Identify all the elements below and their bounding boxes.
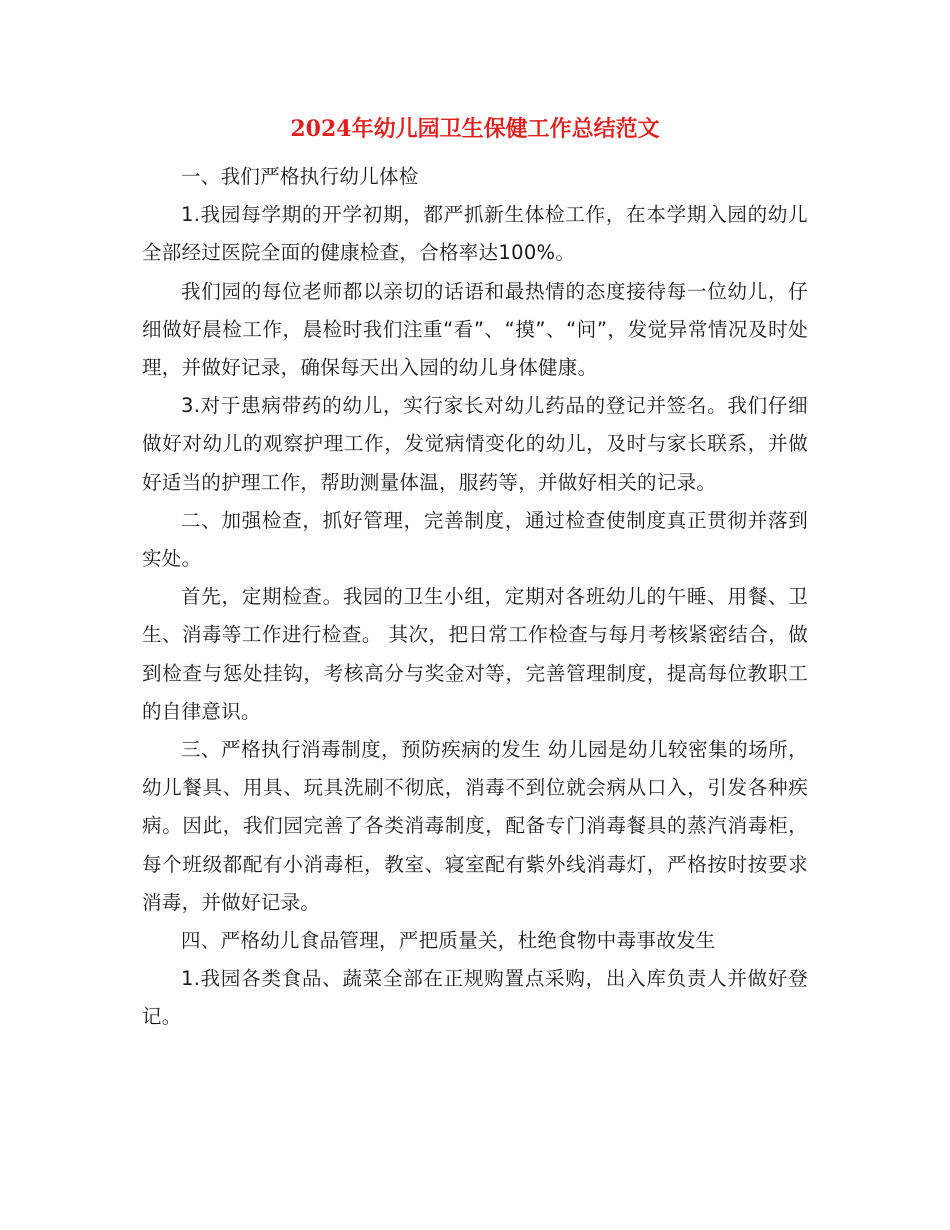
paragraph: 1.我园各类食品、蔬菜全部在正规购置点采购，出入库负责人并做好登记。 [142, 967, 808, 1029]
section-heading-4: 四、严格幼儿食品管理，严把质量关，杜绝食物中毒事故发生 [181, 929, 716, 953]
paragraph: 我们园的每位老师都以亲切的话语和最热情的态度接待每一位幼儿，仔细做好晨检工作，晨检时我们注重“看”、“摸”、“问”，发觉异常情况及时处理，并做好记录，确保每天出入园的幼儿身体健康。 [142, 279, 808, 380]
section-heading-2: 二、加强检查，抓好管理，完善制度，通过检查使制度真正贯彻并落到实处。 [142, 508, 808, 571]
section-heading-1: 一、我们严格执行幼儿体检 [181, 165, 419, 188]
paragraph: 首先，定期检查。我园的卫生小组，定期对各班幼儿的午睡、用餐、卫生、消毒等工作进行检查。 其次，把日常工作检查与每月考核紧密结合，做到检查与惩处挂钩，考核高分与奖金对等，完善管理制度，提高每位教职工的自律意识。 [142, 585, 808, 723]
document-title: 2024年幼儿园卫生保健工作总结范文 [290, 116, 660, 142]
document-body [142, 158, 808, 1037]
paragraph: 1.我园每学期的开学初期，都严抓新生体检工作，在本学期入园的幼儿全部经过医院全面的健康检查，合格率达100%。 [142, 203, 808, 265]
section-heading-3: 三、严格执行消毒制度，预防疾病的发生 幼儿园是幼儿较密集的场所，幼儿餐具、用具、玩具洗刷不彻底，消毒不到位就会病从口入，引发各种疾病。因此，我们园完善了各类消毒制度，配备专门消毒餐具的蒸汽消毒柜，每个班级都配有小消毒柜，教室、寝室配有紫外线消毒灯，严格按时按要求消毒，并做好记录。 [142, 738, 808, 914]
paragraph: 3.对于患病带药的幼儿，实行家长对幼儿药品的登记并签名。我们仔细做好对幼儿的观察护理工作，发觉病情变化的幼儿，及时与家长联系，并做好适当的护理工作，帮助测量体温，服药等，并做好相关的记录。 [142, 394, 808, 494]
